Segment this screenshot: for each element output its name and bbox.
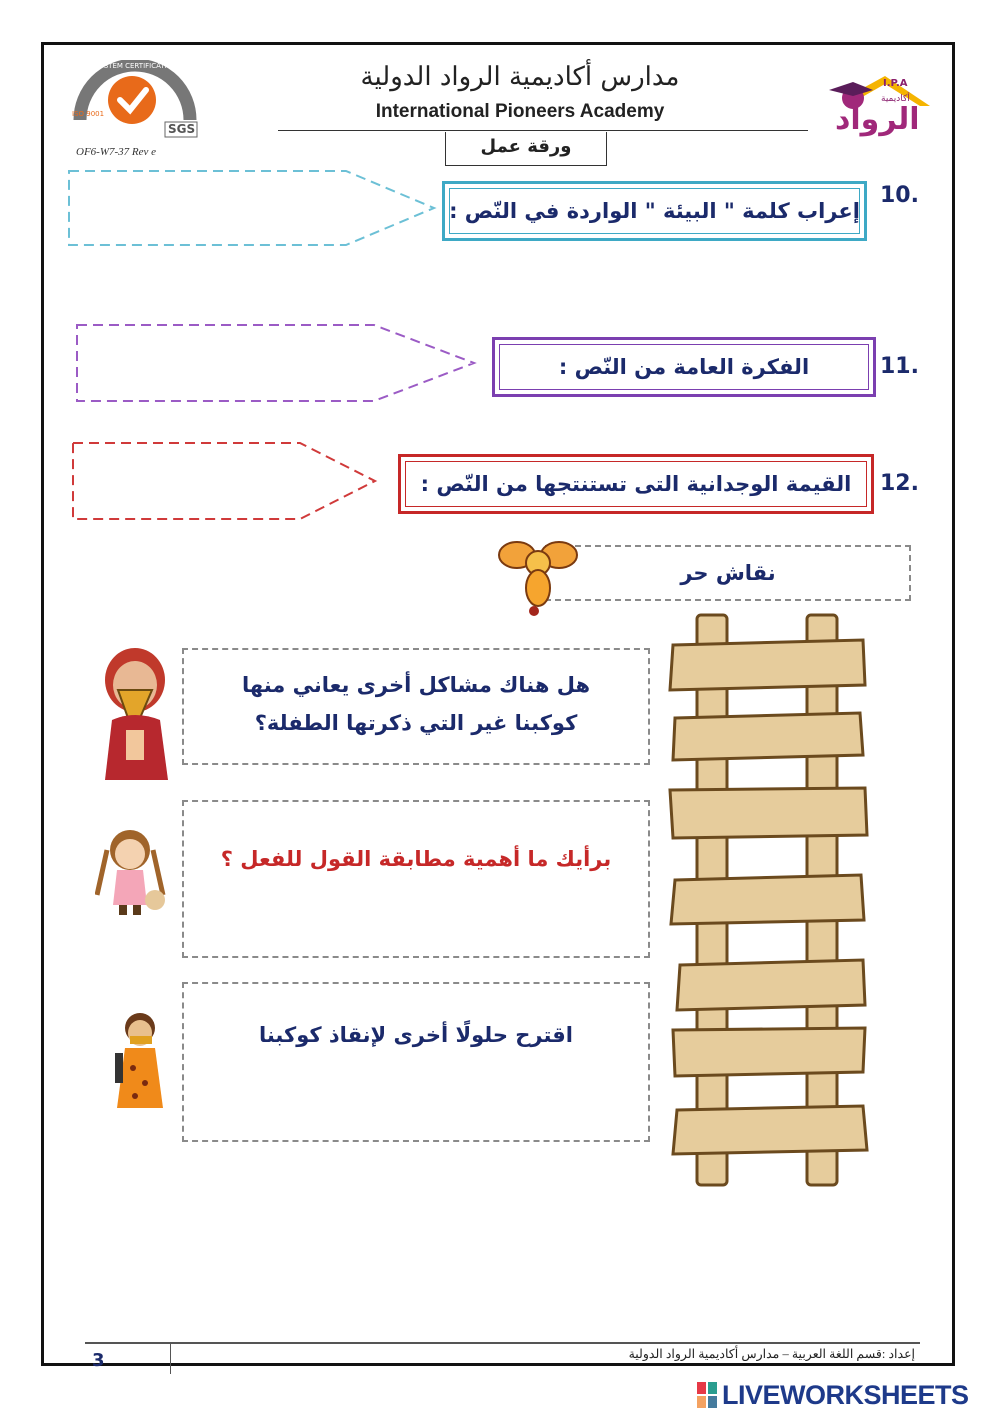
girl-with-teddy-illustration <box>95 820 175 920</box>
girl-with-mask-illustration <box>90 640 185 785</box>
answer-arrow-11[interactable] <box>74 322 480 404</box>
cert-logo-text: SGS <box>168 122 196 136</box>
liveworksheets-watermark: LIVEWORKSHEETS <box>722 1380 969 1410</box>
discussion-prompt-1: هل هناك مشاكل أخرى يعاني منها كوكبنا غير التي ذكرتها الطفلة؟ <box>241 673 591 735</box>
discussion-title-box <box>545 545 911 601</box>
school-logo-subtitle: أكاديمية <box>881 94 910 104</box>
question-10-text: إعراب كلمة " البيئة " الواردة في النّص : <box>449 199 860 223</box>
bee-illustration <box>497 533 579 618</box>
school-logo-arabic: الرواد <box>835 102 920 137</box>
school-name-english: International Pioneers Academy <box>375 101 665 122</box>
footer-page-divider <box>170 1344 171 1374</box>
discussion-prompt-3-box[interactable] <box>182 982 650 1142</box>
answer-arrow-12[interactable] <box>70 440 382 522</box>
child-with-scarf-illustration <box>105 1008 170 1118</box>
school-name-arabic: مدارس أكاديمية الرواد الدولية <box>360 62 680 92</box>
cert-side-text: ISO 9001 <box>72 110 105 118</box>
question-10-box <box>442 181 867 241</box>
discussion-prompt-1-box[interactable] <box>182 648 650 765</box>
question-10-number: .10 <box>880 183 919 208</box>
discussion-title: نقاش حر <box>680 561 776 585</box>
discussion-prompt-2-box[interactable] <box>182 800 650 958</box>
certification-logo <box>70 60 205 145</box>
document-code: OF6-W7-37 Rev e <box>76 146 157 158</box>
question-11-text: الفكرة العامة من النّص : <box>558 355 810 379</box>
question-12-box <box>398 454 874 514</box>
question-12-number: .12 <box>880 471 919 496</box>
discussion-prompt-2: برأيك ما أهمية مطابقة القول للفعل ؟ <box>220 847 612 871</box>
liveworksheets-logo-icon <box>697 1382 717 1408</box>
question-11-number: .11 <box>880 354 919 379</box>
school-logo <box>815 68 940 148</box>
wooden-ladder-illustration <box>665 610 870 1190</box>
page-number: 3 <box>92 1350 105 1371</box>
question-11-box <box>492 337 876 397</box>
question-12-text: القيمة الوجدانية التى تستنتجها من النّص : <box>420 472 852 496</box>
footer-divider <box>85 1342 920 1344</box>
worksheet-label: ورقة عمل <box>445 132 607 166</box>
school-logo-english: I.P.A <box>883 78 908 89</box>
answer-arrow-10[interactable] <box>66 168 438 248</box>
cert-top-text: SYSTEM CERTIFICATION <box>95 62 178 70</box>
footer-credit: إعداد :قسم اللغة العربية – مدارس أكاديمية الرواد الدولية <box>628 1347 915 1361</box>
discussion-prompt-3: اقترح حلولًا أخرى لإنقاذ كوكبنا <box>258 1023 574 1047</box>
header-divider <box>278 130 808 131</box>
